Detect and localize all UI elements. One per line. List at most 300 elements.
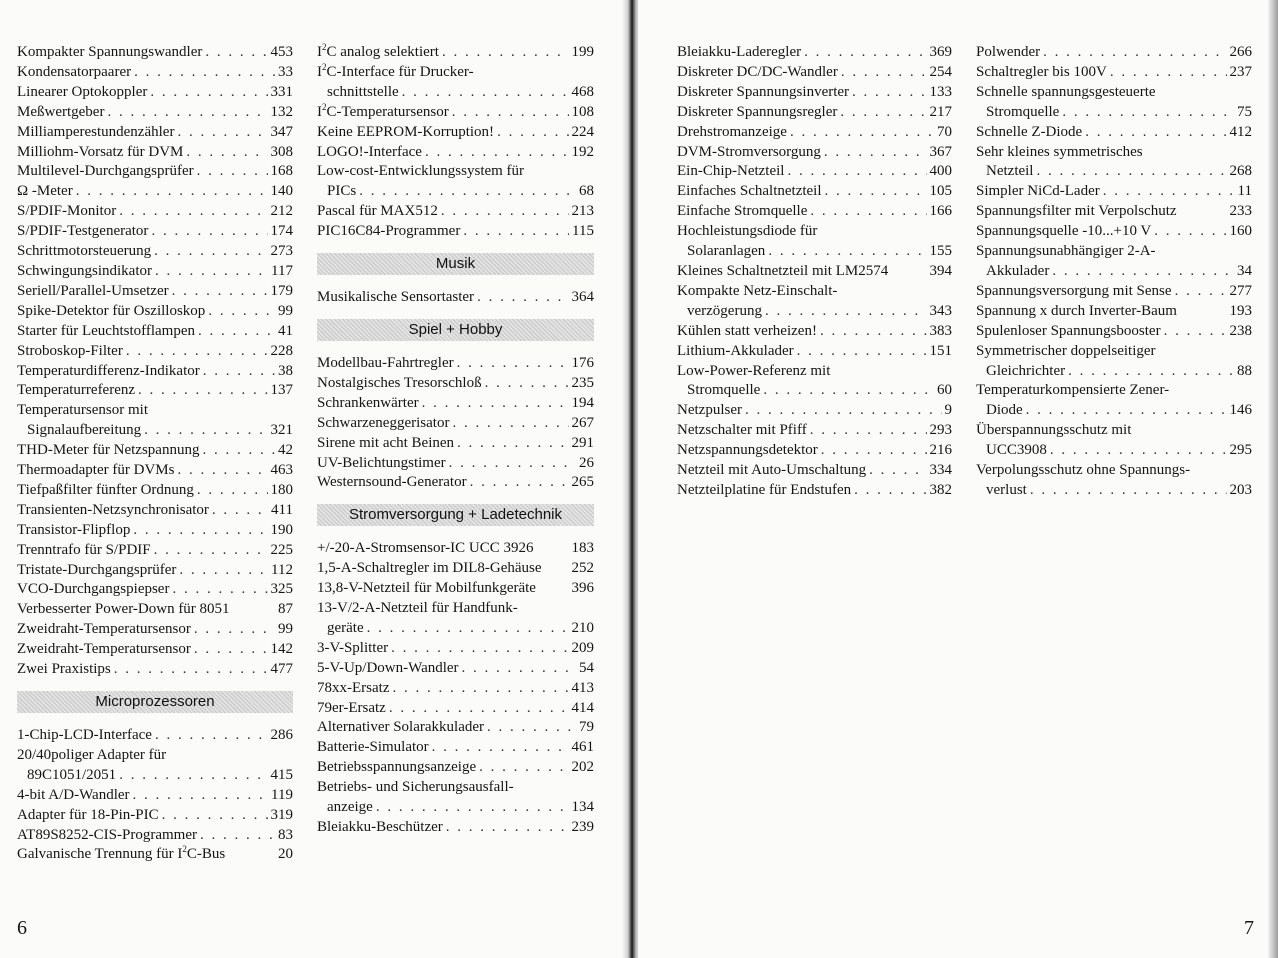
index-entry (17, 845, 293, 865)
dot-leader (203, 362, 275, 382)
index-entry (677, 441, 952, 461)
page-number-right: 7 (1244, 917, 1254, 939)
entry-page-number: 26 (579, 454, 594, 471)
index-entry (677, 481, 952, 501)
index-entry (976, 202, 1252, 222)
entry-title: $I^2C$-Temperatursensor (317, 101, 449, 120)
entry-page-number: 331 (270, 83, 293, 100)
entry-page-number: 265 (571, 474, 594, 491)
dot-leader (479, 758, 568, 778)
dot-leader (425, 143, 569, 163)
dot-leader (151, 222, 267, 242)
entry-page-number: 233 (1229, 203, 1252, 220)
index-entry (317, 659, 594, 679)
section-heading: Spiel + Hobby (317, 319, 594, 341)
index-entry (17, 103, 293, 123)
entry-title: Solaranlagen (687, 243, 766, 260)
index-entry (976, 302, 1252, 322)
index-entry (17, 726, 293, 746)
dot-leader (787, 162, 926, 182)
entry-page-number: 334 (929, 462, 952, 479)
dot-leader (133, 521, 267, 541)
entry-title: Pascal für MAX512 (317, 203, 438, 220)
entry-page-number: 190 (270, 521, 293, 538)
right-page (638, 0, 1278, 958)
dot-leader (463, 222, 569, 242)
dot-leader (441, 202, 569, 222)
entry-page-number: 105 (929, 183, 952, 200)
index-entry-title-line (317, 778, 594, 798)
index-entry (976, 481, 1252, 501)
entry-title: S/PDIF-Testgenerator (17, 223, 149, 240)
index-entry (677, 83, 952, 103)
index-entry (17, 242, 293, 262)
dot-leader (1068, 362, 1234, 382)
dot-leader (179, 561, 268, 581)
entry-page-number: 87 (278, 601, 293, 618)
index-entry (17, 521, 293, 541)
index-entry (17, 342, 293, 362)
index-entry (317, 473, 594, 493)
dot-leader (150, 83, 267, 103)
dot-leader (821, 441, 927, 461)
entry-title: Signalaufbereitung (27, 422, 142, 439)
entry-page-number: 192 (571, 143, 594, 160)
entry-page-number: 79 (579, 719, 594, 736)
dot-leader (212, 501, 268, 521)
index-entry (17, 461, 293, 481)
entry-title: Hochleistungsdiode für (677, 223, 818, 240)
entry-page-number: 42 (278, 442, 293, 459)
index-entry (677, 262, 952, 282)
entry-title: Bleiakku-Laderegler (677, 44, 802, 60)
entry-page-number: 176 (571, 354, 594, 371)
dot-leader (1103, 182, 1235, 202)
index-entry (17, 660, 293, 680)
index-entry (976, 123, 1252, 143)
entry-page-number: 254 (929, 63, 952, 80)
index-entry (317, 454, 594, 474)
dot-leader (197, 162, 268, 182)
entry-page-number: 9 (944, 402, 952, 419)
index-entry (317, 758, 594, 778)
dot-leader (452, 414, 568, 434)
dot-leader (200, 826, 275, 846)
entry-page-number: 228 (270, 342, 293, 359)
dot-leader (1164, 322, 1227, 342)
entry-page-number: 151 (929, 342, 952, 359)
index-entry (17, 262, 293, 282)
index-entry-title-line (317, 63, 594, 83)
entry-title: Simpler NiCd-Lader (976, 183, 1100, 200)
index-entry (677, 302, 952, 322)
index-entry (677, 461, 952, 481)
entry-title: 5-V-Up/Down-Wandler (317, 659, 459, 676)
index-entry (17, 362, 293, 382)
index-entry (677, 421, 952, 441)
dot-leader (810, 421, 927, 441)
entry-title: Zweidraht-Temperatursensor (17, 641, 191, 658)
index-entry (17, 481, 293, 501)
index-entry (677, 123, 952, 143)
entry-page-number: 140 (270, 183, 293, 200)
entry-page-number: 133 (929, 83, 952, 100)
entry-title: Ein-Chip-Netzteil (677, 163, 785, 180)
dot-leader (154, 541, 268, 561)
entry-title: Milliohm-Vorsatz für DVM (17, 143, 184, 160)
entry-title: Adapter für 18-Pin-PIC (17, 806, 159, 823)
index-entry (317, 414, 594, 434)
entry-title: Linearer Optokoppler (17, 83, 148, 100)
entry-title: 89C1051/2051 (27, 766, 117, 783)
index-entry (17, 600, 293, 620)
entry-title: Schrankenwärter (317, 394, 419, 411)
index-entry (17, 620, 293, 640)
index-entry (17, 43, 293, 63)
index-entry-title-line (317, 162, 594, 182)
entry-page-number: 383 (929, 322, 952, 339)
entry-page-number: 217 (929, 103, 952, 120)
entry-title: Gleichrichter (986, 362, 1066, 379)
entry-title: 4-bit A/D-Wandler (17, 786, 130, 803)
entry-page-number: 38 (278, 362, 293, 379)
index-entry-title-line (976, 83, 1252, 103)
index-entry (17, 766, 293, 786)
entry-page-number: 273 (270, 243, 293, 260)
index-entry (17, 123, 293, 143)
entry-title: Temperatursensor mit (17, 402, 148, 419)
entry-page-number: 369 (929, 44, 952, 60)
entry-page-number: 321 (270, 422, 293, 439)
index-column-1 (17, 43, 293, 865)
entry-title: Netzteil mit Auto-Umschaltung (677, 462, 867, 479)
entry-title: Low-cost-Entwicklungssystem für (317, 163, 525, 180)
entry-page-number: 411 (271, 501, 293, 518)
index-entry (317, 288, 594, 308)
entry-title: +/-20-A-Stromsensor-IC UCC 3926 (317, 540, 534, 557)
index-entry (317, 798, 594, 818)
index-entry (317, 699, 594, 719)
entry-title: Kompakte Netz-Einschalt- (677, 282, 838, 299)
entry-title: Polwender (976, 44, 1041, 60)
entry-title: Schnelle spannungsgesteuerte (976, 83, 1156, 100)
dot-leader (186, 143, 267, 163)
entry-title: Bleiakku-Beschützer (317, 819, 443, 835)
entry-title: Netzschalter mit Pfiff (677, 422, 807, 439)
entry-title: Netzspannungsdetektor (677, 442, 818, 459)
index-entry (317, 738, 594, 758)
dot-leader (432, 738, 569, 758)
entry-page-number: 160 (1229, 223, 1252, 240)
dot-leader (138, 381, 267, 401)
entry-title: Verpolungsschutz ohne Spannungs- (976, 462, 1191, 479)
index-entry (17, 826, 293, 846)
dot-leader (119, 766, 267, 786)
entry-page-number: 412 (1229, 123, 1252, 140)
entry-title: Verbesserter Power-Down für 8051 (17, 601, 230, 618)
index-entry (317, 143, 594, 163)
dot-leader (1110, 63, 1227, 83)
entry-page-number: 99 (278, 302, 293, 319)
index-entry (317, 559, 594, 579)
entry-page-number: 291 (571, 434, 594, 451)
entry-page-number: 343 (929, 302, 952, 319)
entry-title: Spannungsversorgung mit Sense (976, 282, 1172, 299)
index-entry (17, 441, 293, 461)
index-column-4 (976, 43, 1252, 501)
index-entry (677, 242, 952, 262)
index-entry (17, 322, 293, 342)
index-entry (317, 354, 594, 374)
index-entry-title-line (17, 401, 293, 421)
index-entry (677, 322, 952, 342)
dot-leader (154, 242, 267, 262)
dot-leader (1175, 282, 1227, 302)
index-entry (677, 43, 952, 63)
entry-title: 79er-Ersatz (317, 699, 386, 716)
dot-leader (765, 302, 927, 322)
entry-title: AT89S8252-CIS-Programmer (17, 826, 197, 843)
dot-leader (177, 461, 267, 481)
entry-title: 78xx-Ersatz (317, 679, 390, 696)
entry-page-number: 325 (270, 581, 293, 598)
entry-title: Netzpulser (677, 402, 742, 419)
dot-leader (825, 182, 927, 202)
dot-leader (462, 659, 576, 679)
entry-page-number: 194 (571, 394, 594, 411)
index-entry (17, 786, 293, 806)
entry-title: Alternativer Solarakkulader (317, 719, 485, 736)
entry-title: 20/40poliger Adapter für (17, 746, 167, 763)
dot-leader (76, 182, 268, 202)
entry-title: 13,8-V-Netzteil für Mobilfunkgeräte (317, 580, 536, 597)
entry-title: Stromquelle (687, 382, 761, 399)
dot-leader (763, 381, 934, 401)
index-entry (317, 639, 594, 659)
entry-page-number: 33 (278, 63, 293, 80)
entry-page-number: 60 (937, 382, 952, 399)
entry-title: Diskreter DC/DC-Wandler (677, 63, 838, 80)
index-entry (976, 282, 1252, 302)
dot-leader (162, 806, 268, 826)
entry-title: Stroboskop-Filter (17, 342, 123, 359)
entry-page-number: 235 (571, 374, 594, 391)
entry-title: UCC3908 (986, 442, 1047, 459)
entry-page-number: 75 (1237, 103, 1252, 120)
dot-leader (768, 242, 926, 262)
entry-title: Schwingungsindikator (17, 262, 152, 279)
entry-page-number: 115 (572, 223, 594, 240)
entry-title: Musikalische Sensortaster (317, 289, 475, 306)
entry-page-number: 216 (929, 442, 952, 459)
entry-title: geräte (327, 619, 364, 636)
index-entry (976, 222, 1252, 242)
section-heading: Musik (317, 253, 594, 275)
index-entry (17, 202, 293, 222)
index-entry-title-line (317, 599, 594, 619)
entry-page-number: 367 (929, 143, 952, 160)
index-entry (677, 162, 952, 182)
index-entry (317, 579, 594, 599)
dot-leader (1052, 262, 1234, 282)
entry-page-number: 180 (270, 481, 293, 498)
dot-leader (824, 143, 927, 163)
index-entry (317, 434, 594, 454)
entry-title: Temperaturdifferenz-Indikator (17, 362, 200, 379)
entry-title: Schaltregler bis 100V (976, 63, 1107, 80)
dot-leader (449, 454, 576, 474)
entry-page-number: 477 (270, 661, 293, 678)
dot-leader (1154, 222, 1226, 242)
entry-title: verzögerung (687, 302, 762, 319)
entry-page-number: 168 (270, 163, 293, 180)
dot-leader (114, 660, 268, 680)
entry-page-number: 41 (278, 322, 293, 339)
index-entry (677, 401, 952, 421)
entry-title: Starter für Leuchtstofflampen (17, 322, 195, 339)
index-entry (976, 103, 1252, 123)
entry-title: Spike-Detektor für Oszilloskop (17, 302, 206, 319)
entry-page-number: 461 (571, 739, 594, 756)
index-entry-title-line (976, 242, 1252, 262)
entry-title: Diode (986, 402, 1023, 419)
entry-page-number: 134 (571, 799, 594, 816)
dot-leader (172, 282, 268, 302)
entry-title: Batterie-Simulator (317, 739, 429, 756)
entry-title: Spannungsunabhängiger 2-A- (976, 243, 1156, 260)
entry-title: UV-Belichtungstimer (317, 454, 446, 471)
entry-page-number: 146 (1229, 402, 1252, 419)
dot-leader (442, 43, 569, 63)
index-entry-title-line (17, 746, 293, 766)
index-entry (317, 103, 594, 123)
entry-page-number: 225 (270, 541, 293, 558)
entry-page-number: 295 (1229, 442, 1252, 459)
dot-leader (869, 461, 926, 481)
index-column-2 (317, 43, 594, 838)
entry-title: Schnelle Z-Diode (976, 123, 1083, 140)
entry-page-number: 112 (271, 561, 293, 578)
dot-leader (205, 43, 267, 63)
entry-page-number: 117 (271, 262, 293, 279)
index-entry (317, 619, 594, 639)
index-entry (17, 162, 293, 182)
entry-page-number: 347 (270, 123, 293, 140)
index-entry (17, 640, 293, 660)
entry-title: Spannung x durch Inverter-Baum (976, 302, 1177, 319)
dot-leader (1043, 43, 1226, 63)
entry-title: 1,5-A-Schaltregler im DIL8-Gehäuse (317, 560, 542, 577)
dot-leader (1062, 103, 1234, 123)
index-entry (17, 421, 293, 441)
index-entry (317, 374, 594, 394)
entry-title: anzeige (327, 799, 373, 816)
dot-leader (144, 421, 267, 441)
dot-leader (446, 818, 569, 838)
dot-leader (133, 786, 269, 806)
index-entry (677, 381, 952, 401)
dot-leader (841, 63, 927, 83)
entry-page-number: 413 (571, 679, 594, 696)
entry-title: Betriebsspannungsanzeige (317, 759, 477, 776)
entry-page-number: 202 (571, 759, 594, 776)
index-entry (17, 580, 293, 600)
entry-title: Trenntrafo für S/PDIF (17, 541, 151, 558)
index-entry (317, 679, 594, 699)
index-entry (317, 123, 594, 143)
entry-title: Kondensatorpaarer (17, 63, 132, 80)
entry-title: Temperaturreferenz (17, 382, 136, 399)
index-entry (17, 541, 293, 561)
entry-page-number: 142 (270, 641, 293, 658)
entry-page-number: 83 (278, 826, 293, 843)
dot-leader (392, 679, 568, 699)
entry-title: THD-Meter für Netzspannung (17, 442, 200, 459)
entry-title: Überspannungsschutz mit (976, 422, 1132, 439)
entry-title: Einfache Stromquelle (677, 203, 808, 220)
entry-title: Thermoadapter für DVMs (17, 462, 175, 479)
index-entry (317, 222, 594, 242)
entry-page-number: 308 (270, 143, 293, 160)
entry-title: Symmetrischer doppelseitiger (976, 342, 1156, 359)
index-entry (677, 143, 952, 163)
entry-page-number: 396 (571, 580, 594, 597)
index-entry (317, 394, 594, 414)
index-entry (17, 182, 293, 202)
index-entry-title-line (976, 342, 1252, 362)
dot-leader (155, 262, 268, 282)
index-entry (976, 362, 1252, 382)
entry-title: PICs (327, 183, 357, 200)
entry-page-number: 252 (571, 560, 594, 577)
entry-page-number: 11 (1237, 183, 1252, 200)
entry-title: Spannungsfilter mit Verpolschutz (976, 203, 1177, 220)
entry-title: VCO-Durchgangspiepser (17, 581, 170, 598)
dot-leader (208, 302, 275, 322)
entry-page-number: 70 (937, 123, 952, 140)
dot-leader (487, 718, 576, 738)
entry-title: Tristate-Durchgangsprüfer (17, 561, 177, 578)
entry-title: Keine EEPROM-Korruption! (317, 123, 495, 140)
dot-leader (107, 103, 267, 123)
entry-title: DVM-Stromversorgung (677, 143, 821, 160)
entry-title: PIC16C84-Programmer (317, 223, 461, 240)
entry-page-number: 132 (270, 103, 293, 120)
entry-title: Zwei Praxistips (17, 661, 111, 678)
entry-page-number: 210 (571, 619, 594, 636)
entry-title: Ω -Meter (17, 183, 73, 200)
entry-page-number: 237 (1229, 63, 1252, 80)
index-entry (17, 282, 293, 302)
dot-leader (1085, 123, 1226, 143)
index-entry (677, 202, 952, 222)
entry-title: $I^2C$ analog selektiert (317, 42, 439, 60)
dot-leader (119, 202, 267, 222)
entry-title: Schwarzeneggerisator (317, 414, 450, 431)
entry-page-number: 414 (571, 699, 594, 716)
entry-title: Galvanische Trennung für $I^2C$-Bus (17, 844, 226, 863)
entry-title: Zweidraht-Temperatursensor (17, 621, 191, 638)
entry-title: Spannungsquelle -10...+10 V (976, 223, 1152, 240)
index-entry (317, 718, 594, 738)
dot-leader (1050, 441, 1227, 461)
entry-title: Westernsound-Generator (317, 474, 467, 491)
entry-title: Akkulader (986, 262, 1050, 279)
index-entry (976, 182, 1252, 202)
entry-page-number: 34 (1237, 262, 1252, 279)
dot-leader (197, 481, 268, 501)
entry-page-number: 68 (579, 183, 594, 200)
